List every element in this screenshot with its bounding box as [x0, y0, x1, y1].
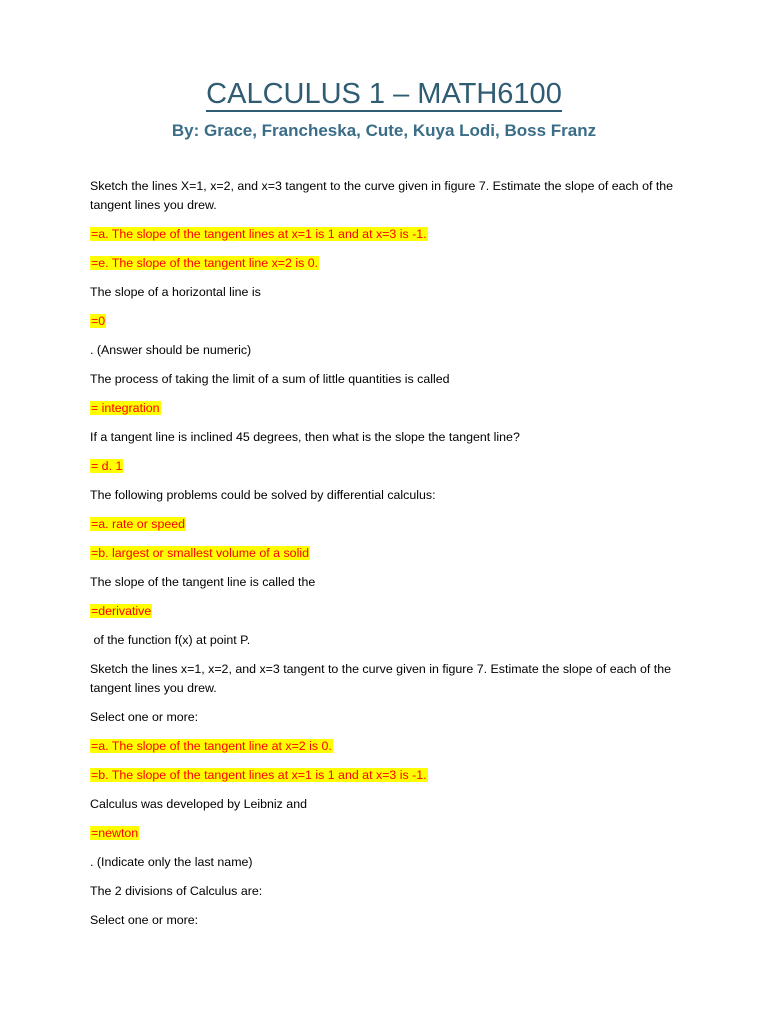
paragraph: [90, 341, 700, 360]
answer-highlight: =newton: [91, 826, 139, 840]
paragraph: [90, 708, 700, 727]
paragraph: [90, 254, 700, 273]
question-text: The process of taking the limit of a sum of little quantities is called: [90, 372, 450, 386]
question-text: The 2 divisions of Calculus are:: [90, 884, 263, 898]
answer-highlight: =b. The slope of the tangent lines at x=1 is 1 and at x=3 is -1.: [91, 768, 427, 782]
answer-highlight: =a. The slope of the tangent lines at x=1 is 1 and at x=3 is -1.: [91, 227, 427, 241]
paragraph: [90, 824, 700, 843]
answer-highlight: =0: [91, 314, 106, 328]
paragraph: [90, 766, 700, 785]
answer-highlight: =a. The slope of the tangent line at x=2 is 0.: [91, 739, 332, 753]
paragraph: [90, 853, 700, 872]
page-title: [0, 74, 768, 114]
paragraph: [90, 428, 700, 447]
question-text: Calculus was developed by Leibniz and: [90, 797, 307, 811]
document-body: [90, 177, 700, 940]
paragraph: [90, 177, 700, 215]
paragraph: [90, 602, 700, 621]
question-text: The following problems could be solved by differential calculus:: [90, 488, 436, 502]
paragraph: [90, 312, 700, 331]
paragraph: [90, 631, 700, 650]
paragraph: [90, 795, 700, 814]
question-text: . (Indicate only the last name): [90, 855, 253, 869]
paragraph: [90, 486, 700, 505]
paragraph: [90, 515, 700, 534]
answer-highlight: = integration: [91, 401, 160, 415]
question-text: If a tangent line is inclined 45 degrees, then what is the slope the tangent line?: [90, 430, 520, 444]
paragraph: [90, 399, 700, 418]
paragraph: [90, 283, 700, 302]
answer-highlight: =b. largest or smallest volume of a solid: [91, 546, 309, 560]
page-title-text: CALCULUS 1 – MATH6100: [206, 78, 562, 110]
answer-highlight: = d. 1: [91, 459, 123, 473]
question-text: Select one or more:: [90, 710, 199, 724]
question-text: . (Answer should be numeric): [90, 343, 252, 357]
paragraph: [90, 882, 700, 901]
answer-highlight: =a. rate or speed: [91, 517, 186, 531]
paragraph: [90, 225, 700, 244]
page-subtitle: By: Grace, Francheska, Cute, Kuya Lodi, Boss Franz: [171, 121, 597, 140]
question-text: Select one or more:: [90, 913, 199, 927]
question-text: Sketch the lines x=1, x=2, and x=3 tangent to the curve given in figure 7. Estimate the slope of each of the tangent lines you drew.: [90, 662, 672, 695]
paragraph: [90, 544, 700, 563]
paragraph: [90, 573, 700, 592]
question-text: of the function f(x) at point P.: [90, 633, 251, 647]
paragraph: [90, 660, 700, 698]
question-text: The slope of the tangent line is called the: [90, 575, 316, 589]
paragraph: [90, 911, 700, 930]
question-text: The slope of a horizontal line is: [90, 285, 261, 299]
paragraph: [90, 737, 700, 756]
question-text: Sketch the lines X=1, x=2, and x=3 tangent to the curve given in figure 7. Estimate the slope of each of the tangent lines you drew.: [90, 179, 674, 212]
paragraph: [90, 370, 700, 389]
answer-highlight: =derivative: [91, 604, 152, 618]
answer-highlight: =e. The slope of the tangent line x=2 is 0.: [91, 256, 319, 270]
paragraph: [90, 457, 700, 476]
